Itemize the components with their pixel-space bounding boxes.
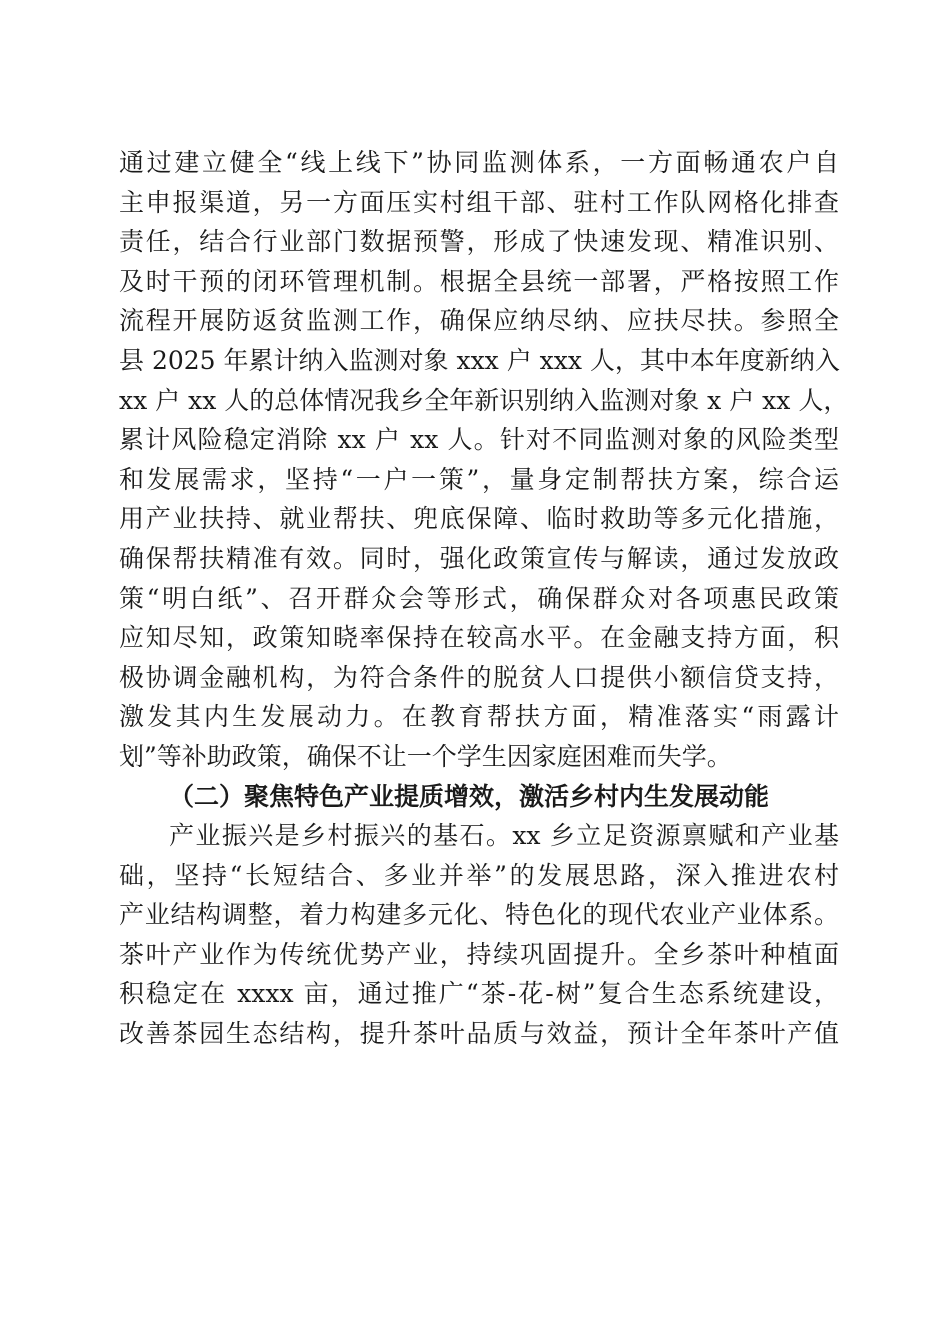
text-line: 流程开展防返贫监测工作，确保应纳尽纳、应扶尽扶。参照全 xyxy=(119,306,839,336)
text-line: 县 2025 年累计纳入监测对象 xxx 户 xxx 人，其中本年度新纳入 xyxy=(119,345,840,375)
text-line: 应知尽知，政策知晓率保持在较高水平。在金融支持方面，积 xyxy=(119,623,839,653)
text-line: 责任，结合行业部门数据预警，形成了快速发现、精准识别、 xyxy=(119,227,839,257)
text-line: 产业振兴是乡村振兴的基石。xx 乡立足资源禀赋和产业基 xyxy=(169,821,839,851)
text-line: 用产业扶持、就业帮扶、兜底保障、临时救助等多元化措施， xyxy=(119,504,839,534)
text-line: 茶叶产业作为传统优势产业，持续巩固提升。全乡茶叶种植面 xyxy=(119,939,839,969)
text-line: 础，坚持“长短结合、多业并举”的发展思路，深入推进农村 xyxy=(119,860,839,890)
text-line: 积稳定在 xxxx 亩，通过推广“茶-花-树”复合生态系统建设， xyxy=(119,979,839,1009)
text-line: 及时干预的闭环管理机制。根据全县统一部署，严格按照工作 xyxy=(119,266,839,296)
text-line: 极协调金融机构，为符合条件的脱贫人口提供小额信贷支持， xyxy=(119,662,839,692)
paragraph-poverty-monitoring xyxy=(119,143,849,777)
text-line: xx 户 xx 人的总体情况我乡全年新识别纳入监测对象 x 户 xx 人， xyxy=(119,385,849,415)
document-body xyxy=(119,143,849,1054)
text-line: 确保帮扶精准有效。同时，强化政策宣传与解读，通过发放政 xyxy=(119,543,839,573)
text-line: 改善茶园生态结构，提升茶叶品质与效益，预计全年茶叶产值 xyxy=(119,1019,839,1049)
text-line: 通过建立健全“线上线下”协同监测体系，一方面畅通农户自 xyxy=(119,148,839,177)
section-heading: （二）聚焦特色产业提质增效，激活乡村内生发展动能 xyxy=(169,781,770,811)
text-line: 产业结构调整，着力构建多元化、特色化的现代农业产业体系。 xyxy=(119,900,839,930)
text-line: 和发展需求，坚持“一户一策”，量身定制帮扶方案，综合运 xyxy=(119,464,839,494)
text-line: 累计风险稳定消除 xx 户 xx 人。针对不同监测对象的风险类型 xyxy=(119,425,839,455)
paragraph-industry xyxy=(119,816,839,1054)
text-line: 激发其内生发展动力。在教育帮扶方面，精准落实“雨露计 xyxy=(119,702,839,732)
text-line: 划”等补助政策，确保不让一个学生因家庭困难而失学。 xyxy=(119,741,732,771)
text-line: 策“明白纸”、召开群众会等形式，确保群众对各项惠民政策 xyxy=(119,583,839,613)
text-line: 主申报渠道，另一方面压实村组干部、驻村工作队网格化排查 xyxy=(119,187,839,217)
